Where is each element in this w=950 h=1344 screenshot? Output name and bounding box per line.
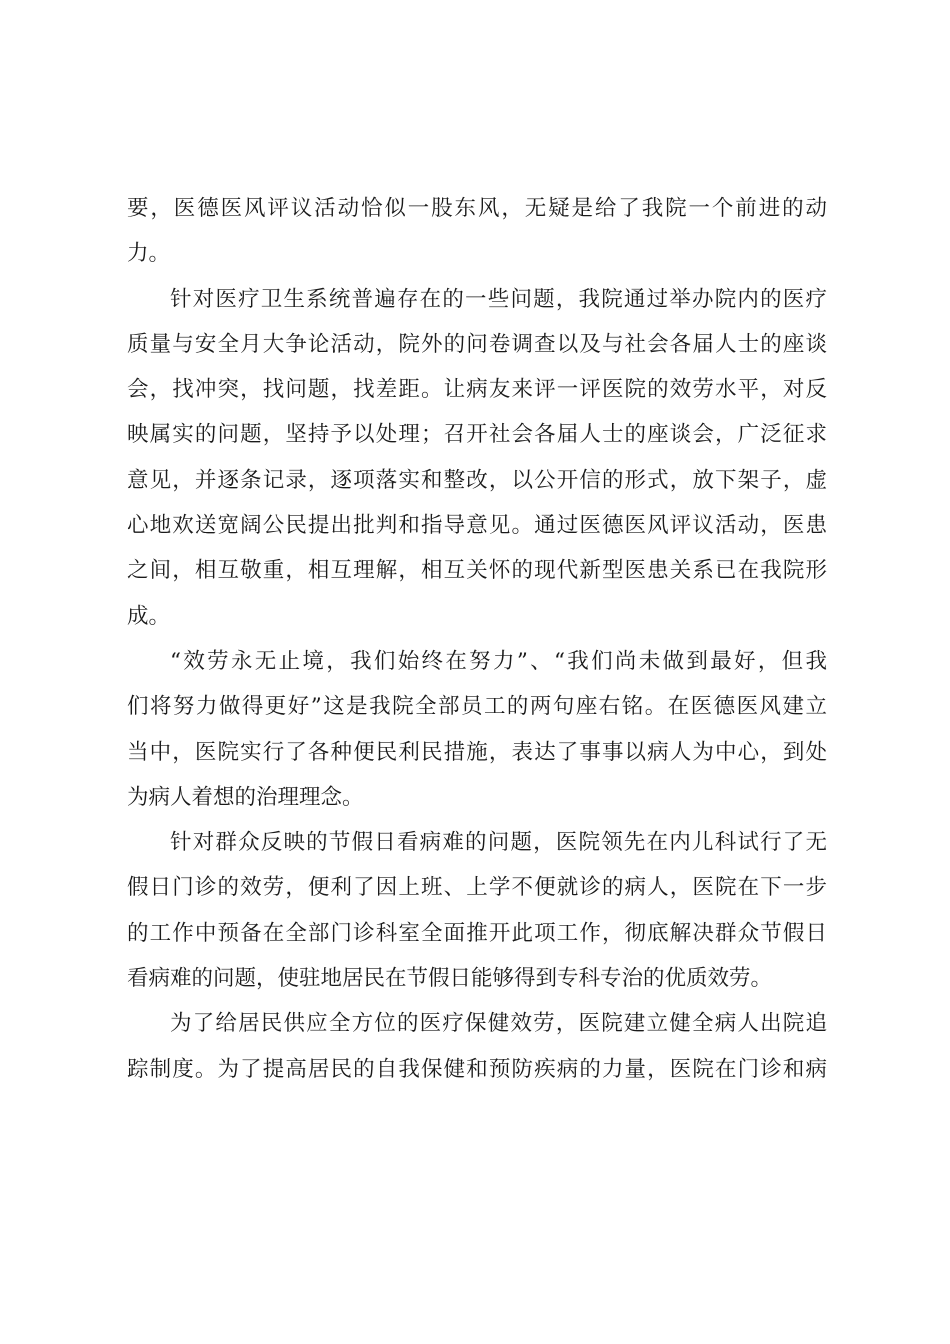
paragraph-first-line: 针对医疗卫生系统普遍存在的一些问题，我院通过举办院内的医疗 xyxy=(170,286,827,312)
paragraph-first-line: “效劳永无止境，我们始终在努力”、“我们尚未做到最好，但我 xyxy=(170,648,827,674)
text-line: 意见，并逐条记录，逐项落实和整改，以公开信的形式，放下架子，虚 xyxy=(127,467,827,493)
text-line: 力。 xyxy=(127,241,171,267)
paragraph-first-line: 为了给居民供应全方位的医疗保健效劳，医院建立健全病人出院追 xyxy=(170,1011,827,1037)
text-line: 要，医德医风评议活动恰似一股东风，无疑是给了我院一个前进的动 xyxy=(127,196,827,221)
text-line: 映属实的问题，坚持予以处理；召开社会各届人士的座谈会，广泛征求 xyxy=(127,422,827,448)
text-line: 为病人着想的治理理念。 xyxy=(127,784,364,810)
text-line: 踪制度。为了提高居民的自我保健和预防疾病的力量，医院在门诊和病 xyxy=(127,1056,827,1082)
text-line: 当中，医院实行了各种便民利民措施，表达了事事以病人为中心，到处 xyxy=(127,739,827,765)
text-line: 假日门诊的效劳，便利了因上班、上学不便就诊的病人，医院在下一步 xyxy=(127,875,827,901)
body-text xyxy=(127,186,827,1092)
text-line: 们将努力做得更好”这是我院全部员工的两句座右铭。在医德医风建立 xyxy=(127,694,827,720)
text-line: 成。 xyxy=(127,603,171,629)
text-line: 之间，相互敬重，相互理解，相互关怀的现代新型医患关系已在我院形 xyxy=(127,558,827,584)
text-line: 质量与安全月大争论活动，院外的问卷调查以及与社会各届人士的座谈 xyxy=(127,331,827,357)
text-line: 心地欢送宽阔公民提出批判和指导意见。通过医德医风评议活动，医患 xyxy=(127,513,827,539)
text-line: 会，找冲突，找问题，找差距。让病友来评一评医院的效劳水平，对反 xyxy=(127,377,827,403)
text-line: 的工作中预备在全部门诊科室全面推开此项工作，彻底解决群众节假日 xyxy=(127,920,827,946)
paragraph-first-line: 针对群众反映的节假日看病难的问题，医院领先在内儿科试行了无 xyxy=(170,830,827,856)
text-line: 看病难的问题，使驻地居民在节假日能够得到专科专治的优质效劳。 xyxy=(127,966,773,992)
